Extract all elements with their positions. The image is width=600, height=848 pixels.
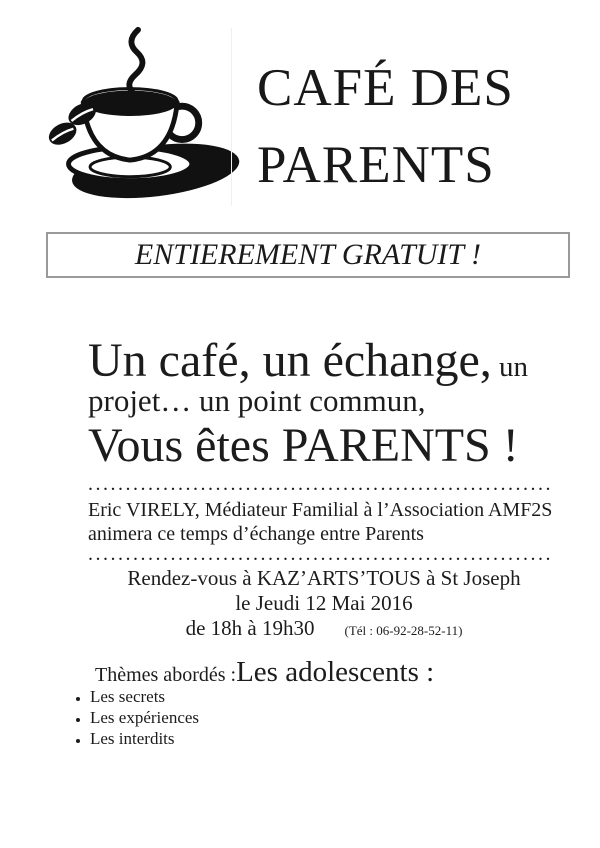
intro-line-1-small: un [491, 351, 529, 383]
coffee-cup-icon [34, 24, 244, 210]
themes-label: Thèmes abordés : [95, 664, 237, 686]
mediator-info [88, 498, 552, 546]
meeting-phone: (Tél : 06-92-28-52-11) [344, 623, 463, 638]
list-item: • Les expériences [90, 707, 199, 728]
image-border-line [231, 28, 232, 206]
dotted-separator-top: .............................................................. [88, 474, 553, 494]
meeting-time: de 18h à 19h30 [185, 616, 315, 640]
meeting-date: le Jeudi 12 Mai 2016 [235, 591, 413, 615]
themes-topic: Les adolescents : [236, 656, 435, 688]
free-banner-text: ENTIEREMENT GRATUIT ! [134, 238, 482, 271]
meeting-place: Rendez-vous à KAZ’ARTS’TOUS à St Joseph [127, 566, 521, 590]
meeting-time-row [64, 616, 584, 643]
mediator-line-2: animera ce temps d’échange entre Parents [88, 523, 424, 545]
page-title [257, 50, 587, 204]
mediator-line-1: Eric VIRELY, Médiateur Familial à l’Association AMF2S [88, 499, 553, 521]
free-banner [46, 232, 570, 278]
dotted-separator-bottom: .............................................................. [88, 544, 553, 564]
title-line-2: PARENTS [257, 136, 495, 194]
intro-line-1-large: Un café, un échange, [88, 334, 492, 387]
intro-line-3: Vous êtes PARENTS ! [88, 419, 519, 472]
meeting-details [64, 566, 584, 643]
title-line-1: CAFÉ DES [257, 59, 514, 117]
intro-line-2: projet… un point commun, [88, 383, 426, 418]
themes-list [68, 686, 199, 749]
list-item: • Les secrets [90, 686, 199, 707]
list-item: • Les interdits [90, 728, 199, 749]
